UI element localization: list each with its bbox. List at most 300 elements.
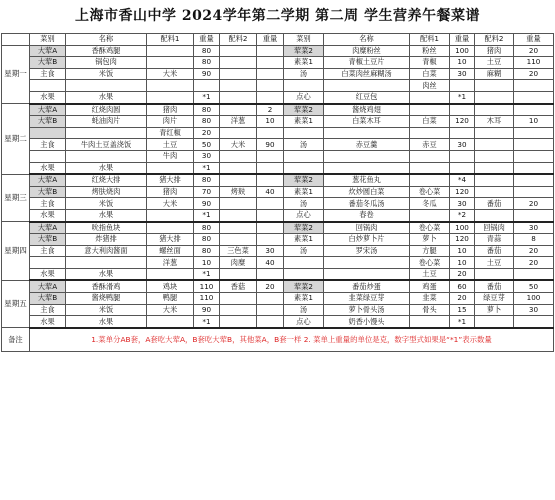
right-dish-name: 青椒土豆片: [324, 57, 410, 69]
left-category: 水果: [30, 316, 66, 328]
table-row: [2, 174, 554, 186]
table-row: [2, 186, 554, 198]
corner-cell: [2, 34, 30, 46]
left-weight1: 90: [194, 198, 220, 210]
left-ingredient1: [147, 91, 194, 103]
right-ingredient2: 土豆: [475, 257, 514, 269]
left-ingredient1: 鸡块: [147, 280, 194, 292]
table-row: [2, 91, 554, 103]
notes-text: 1.菜单分AB套，A套吃大荤A，B套吃大荤B，其他菜A，B套一样 2. 菜单上重量的单位是克，数字型式如果是“*1”表示数量: [30, 328, 554, 352]
left-category: 主食: [30, 68, 66, 80]
table-row: [2, 280, 554, 292]
right-dish-name: 番茄炒蛋: [324, 280, 410, 292]
table-row: [2, 198, 554, 210]
right-dish-name: [324, 80, 410, 92]
right-ingredient1: 卷心菜: [410, 186, 450, 198]
right-dish-name: 罗宋汤: [324, 245, 410, 257]
right-ingredient2: 麻糊: [475, 68, 514, 80]
right-category: 荤菜2: [284, 222, 324, 234]
right-ingredient2: [475, 91, 514, 103]
left-ingredient1: 猪肉: [147, 186, 194, 198]
right-ingredient1: 骨头: [410, 304, 450, 316]
table-row: [2, 162, 554, 174]
right-category: 荤菜2: [284, 45, 324, 57]
left-weight2: [257, 91, 284, 103]
right-weight2: 50: [514, 280, 554, 292]
left-ingredient1: 大米: [147, 198, 194, 210]
right-dish-name: 白炒萝卜片: [324, 234, 410, 246]
left-category: 大荤B: [30, 293, 66, 305]
left-category: 主食: [30, 304, 66, 316]
day-label: 星期二: [2, 104, 30, 175]
right-dish-name: [324, 150, 410, 162]
right-weight1: 15: [450, 304, 475, 316]
left-weight2: 10: [257, 116, 284, 128]
left-weight1: 80: [194, 245, 220, 257]
left-weight1: 110: [194, 293, 220, 305]
right-ingredient2: 番茄: [475, 198, 514, 210]
right-ingredient2: 回锅肉: [475, 222, 514, 234]
right-ingredient2: 青蒜: [475, 234, 514, 246]
left-weight2: 20: [257, 280, 284, 292]
left-ingredient1: 猪大排: [147, 234, 194, 246]
table-row: [2, 139, 554, 151]
left-weight2: [257, 57, 284, 69]
col-weight1-header: 重量: [194, 34, 220, 46]
right-ingredient1: 鸡蛋: [410, 280, 450, 292]
left-ingredient1: [147, 316, 194, 328]
right-ingredient2: 猪肉: [475, 45, 514, 57]
table-row: [2, 209, 554, 221]
left-weight2: 30: [257, 245, 284, 257]
right-weight1: 60: [450, 280, 475, 292]
left-weight1: 80: [194, 174, 220, 186]
right-ingredient2: 番茄: [475, 245, 514, 257]
table-row: [2, 304, 554, 316]
right-ingredient1: 韭菜: [410, 293, 450, 305]
right-dish-name: 肉糜粉丝: [324, 45, 410, 57]
right-weight2: [514, 316, 554, 328]
left-dish-name: 米饭: [66, 198, 147, 210]
right-category: 素菜1: [284, 57, 324, 69]
left-category: 大荤A: [30, 174, 66, 186]
right-category: 素菜1: [284, 116, 324, 128]
right-dish-name: 回锅肉: [324, 222, 410, 234]
right-dish-name: [324, 162, 410, 174]
left-weight2: 90: [257, 139, 284, 151]
left-category: 主食: [30, 139, 66, 151]
right-weight2: 100: [514, 293, 554, 305]
right-ingredient2: 番茄: [475, 280, 514, 292]
right-ingredient1: 白菜: [410, 116, 450, 128]
left-weight2: 40: [257, 257, 284, 269]
left-category: 水果: [30, 162, 66, 174]
col-ingredient2-header: 配料2: [220, 34, 257, 46]
right-weight1: 10: [450, 245, 475, 257]
right-ingredient1: 白菜: [410, 68, 450, 80]
col-ingredient2-header: 配料2: [475, 34, 514, 46]
left-dish-name: [66, 80, 147, 92]
page-title: 上海市香山中学 2024学年第二学期 第二周 学生营养午餐菜谱: [74, 8, 481, 24]
left-ingredient2: [220, 198, 257, 210]
left-category: 大荤A: [30, 280, 66, 292]
menu-table: [1, 33, 554, 352]
right-weight2: 20: [514, 198, 554, 210]
left-dish-name: 红烧大排: [66, 174, 147, 186]
left-dish-name: [66, 127, 147, 139]
left-ingredient2: [220, 104, 257, 116]
right-category: [284, 268, 324, 280]
day-label: 星期三: [2, 174, 30, 221]
notes-label: 备注: [2, 328, 30, 352]
right-weight2: 10: [514, 116, 554, 128]
left-category: 大荤B: [30, 116, 66, 128]
table-row: [2, 127, 554, 139]
right-dish-name: 番茄冬瓜汤: [324, 198, 410, 210]
left-dish-name: 水果: [66, 209, 147, 221]
left-weight2: [257, 127, 284, 139]
right-weight1: 100: [450, 222, 475, 234]
right-ingredient1: 冬瓜: [410, 198, 450, 210]
left-ingredient2: 烤麸: [220, 186, 257, 198]
table-row: [2, 104, 554, 116]
left-ingredient1: 螺丝面: [147, 245, 194, 257]
left-weight2: [257, 316, 284, 328]
right-weight1: [450, 150, 475, 162]
left-weight1: 80: [194, 234, 220, 246]
left-category: 大荤B: [30, 186, 66, 198]
col-category-header: 菜别: [30, 34, 66, 46]
left-ingredient2: [220, 234, 257, 246]
right-category: 点心: [284, 91, 324, 103]
right-category: 素菜1: [284, 293, 324, 305]
left-weight1: *1: [194, 91, 220, 103]
right-category: 素菜1: [284, 234, 324, 246]
left-category: [30, 150, 66, 162]
table-row: [2, 316, 554, 328]
left-weight2: [257, 174, 284, 186]
right-weight1: *2: [450, 209, 475, 221]
right-weight2: [514, 209, 554, 221]
right-weight2: [514, 162, 554, 174]
day-label: 星期四: [2, 222, 30, 281]
left-weight1: 80: [194, 45, 220, 57]
notes-row: [2, 328, 554, 352]
left-category: [30, 127, 66, 139]
table-row: [2, 257, 554, 269]
right-ingredient1: 方腿: [410, 245, 450, 257]
right-dish-name: 酱烧鸡翅: [324, 104, 410, 116]
left-dish-name: 米饭: [66, 304, 147, 316]
right-dish-name: [324, 127, 410, 139]
right-weight1: 30: [450, 198, 475, 210]
right-ingredient1: 土豆: [410, 268, 450, 280]
left-ingredient1: 青红椒: [147, 127, 194, 139]
left-dish-name: 蚝油肉片: [66, 116, 147, 128]
right-category: 点心: [284, 209, 324, 221]
right-dish-name: 白菜肉丝麻糊汤: [324, 68, 410, 80]
col-dish-header: 名称: [324, 34, 410, 46]
header-row: [2, 34, 554, 46]
left-weight2: [257, 45, 284, 57]
left-weight1: 50: [194, 139, 220, 151]
right-dish-name: 奶香小馒头: [324, 316, 410, 328]
table-row: [2, 116, 554, 128]
right-ingredient1: 粉丝: [410, 45, 450, 57]
right-dish-name: 葱花鱼丸: [324, 174, 410, 186]
right-weight1: [450, 162, 475, 174]
left-ingredient2: [220, 174, 257, 186]
left-weight2: [257, 222, 284, 234]
right-ingredient2: [475, 316, 514, 328]
left-weight1: 70: [194, 186, 220, 198]
right-category: 汤: [284, 68, 324, 80]
table-row: [2, 45, 554, 57]
right-category: [284, 80, 324, 92]
left-dish-name: 米饭: [66, 68, 147, 80]
left-weight1: 90: [194, 304, 220, 316]
left-ingredient1: 大米: [147, 304, 194, 316]
left-ingredient2: [220, 127, 257, 139]
left-dish-name: 烤肤烧肉: [66, 186, 147, 198]
left-weight1: 20: [194, 127, 220, 139]
right-weight1: [450, 104, 475, 116]
right-ingredient2: [475, 80, 514, 92]
table-row: [2, 234, 554, 246]
right-weight1: [450, 80, 475, 92]
right-weight1: *4: [450, 174, 475, 186]
left-category: 水果: [30, 268, 66, 280]
left-ingredient2: [220, 209, 257, 221]
left-dish-name: 水果: [66, 162, 147, 174]
left-ingredient2: [220, 268, 257, 280]
right-category: 汤: [284, 198, 324, 210]
right-ingredient1: 青椒: [410, 57, 450, 69]
left-category: 水果: [30, 91, 66, 103]
left-ingredient2: [220, 222, 257, 234]
right-weight1: 10: [450, 257, 475, 269]
right-ingredient1: 肉丝: [410, 80, 450, 92]
left-weight1: *1: [194, 316, 220, 328]
right-dish-name: 炊炒圆白菜: [324, 186, 410, 198]
left-ingredient1: [147, 45, 194, 57]
right-weight2: 20: [514, 245, 554, 257]
table-row: [2, 57, 554, 69]
col-ingredient1-header: 配料1: [147, 34, 194, 46]
right-ingredient2: [475, 186, 514, 198]
left-ingredient1: 猪肉: [147, 104, 194, 116]
right-ingredient1: 卷心菜: [410, 257, 450, 269]
left-weight1: *1: [194, 162, 220, 174]
right-weight2: [514, 139, 554, 151]
left-ingredient1: [147, 222, 194, 234]
left-ingredient1: 土豆: [147, 139, 194, 151]
right-category: 点心: [284, 316, 324, 328]
right-ingredient2: [475, 150, 514, 162]
col-weight2-header: 重量: [257, 34, 284, 46]
right-weight2: 110: [514, 57, 554, 69]
right-category: 荤菜2: [284, 280, 324, 292]
right-ingredient2: [475, 104, 514, 116]
left-weight1: 10: [194, 257, 220, 269]
left-category: [30, 80, 66, 92]
left-weight2: 40: [257, 186, 284, 198]
right-dish-name: 白菜木耳: [324, 116, 410, 128]
right-weight2: [514, 80, 554, 92]
right-weight2: [514, 268, 554, 280]
right-ingredient2: [475, 174, 514, 186]
left-weight2: [257, 268, 284, 280]
left-weight2: [257, 198, 284, 210]
left-weight1: [194, 80, 220, 92]
left-category: 大荤A: [30, 222, 66, 234]
right-dish-name: 春卷: [324, 209, 410, 221]
col-category-header: 菜别: [284, 34, 324, 46]
right-weight2: 20: [514, 257, 554, 269]
left-weight2: [257, 68, 284, 80]
menu-body: [2, 34, 554, 352]
left-dish-name: 水果: [66, 268, 147, 280]
right-weight2: [514, 174, 554, 186]
left-ingredient1: 鸭腿: [147, 293, 194, 305]
left-ingredient2: [220, 57, 257, 69]
left-weight2: 2: [257, 104, 284, 116]
left-weight2: [257, 150, 284, 162]
table-row: [2, 68, 554, 80]
left-category: 大荤A: [30, 104, 66, 116]
left-dish-name: 红烧肉圆: [66, 104, 147, 116]
day-label: 星期五: [2, 280, 30, 327]
right-dish-name: [324, 268, 410, 280]
left-ingredient2: [220, 68, 257, 80]
left-dish-name: 水果: [66, 316, 147, 328]
left-weight2: [257, 80, 284, 92]
right-weight2: 30: [514, 304, 554, 316]
right-ingredient1: [410, 104, 450, 116]
right-weight1: 30: [450, 68, 475, 80]
right-ingredient1: [410, 209, 450, 221]
left-dish-name: 酱烧鸭腿: [66, 293, 147, 305]
right-weight1: 120: [450, 234, 475, 246]
left-ingredient1: [147, 162, 194, 174]
left-weight1: 80: [194, 222, 220, 234]
right-ingredient1: 赤豆: [410, 139, 450, 151]
left-category: 大荤B: [30, 234, 66, 246]
left-weight2: [257, 209, 284, 221]
right-category: 汤: [284, 139, 324, 151]
right-category: [284, 162, 324, 174]
left-dish-name: 香酥鸡腿: [66, 45, 147, 57]
right-weight1: 120: [450, 186, 475, 198]
right-weight2: 20: [514, 45, 554, 57]
left-ingredient2: 大米: [220, 139, 257, 151]
left-category: [30, 257, 66, 269]
right-ingredient2: [475, 162, 514, 174]
right-ingredient1: [410, 174, 450, 186]
left-weight2: [257, 234, 284, 246]
day-label: 星期一: [2, 45, 30, 103]
left-dish-name: 牛肉土豆盖浇饭: [66, 139, 147, 151]
left-dish-name: 吮指鱼块: [66, 222, 147, 234]
right-weight1: 20: [450, 268, 475, 280]
right-dish-name: 赤豆羹: [324, 139, 410, 151]
left-weight1: 80: [194, 116, 220, 128]
right-weight2: [514, 186, 554, 198]
right-category: 素菜1: [284, 186, 324, 198]
right-ingredient2: [475, 268, 514, 280]
left-category: 主食: [30, 198, 66, 210]
left-category: 大荤B: [30, 57, 66, 69]
col-ingredient1-header: 配料1: [410, 34, 450, 46]
left-ingredient2: [220, 293, 257, 305]
left-category: 水果: [30, 209, 66, 221]
left-ingredient2: [220, 80, 257, 92]
right-ingredient1: [410, 127, 450, 139]
left-weight1: 80: [194, 57, 220, 69]
right-weight1: 10: [450, 57, 475, 69]
left-ingredient2: 三色菜: [220, 245, 257, 257]
right-ingredient2: 绿豆芽: [475, 293, 514, 305]
left-ingredient2: [220, 316, 257, 328]
left-ingredient1: 肉片: [147, 116, 194, 128]
right-weight1: [450, 127, 475, 139]
left-weight2: [257, 293, 284, 305]
col-weight1-header: 重量: [450, 34, 475, 46]
right-weight1: *1: [450, 91, 475, 103]
right-ingredient1: [410, 316, 450, 328]
left-dish-name: [66, 257, 147, 269]
left-weight1: *1: [194, 268, 220, 280]
left-category: 大荤A: [30, 45, 66, 57]
left-ingredient2: 肉糜: [220, 257, 257, 269]
left-ingredient2: [220, 304, 257, 316]
right-category: 汤: [284, 304, 324, 316]
left-ingredient1: [147, 57, 194, 69]
right-category: 荤菜2: [284, 174, 324, 186]
right-ingredient2: 萝卜: [475, 304, 514, 316]
right-ingredient2: [475, 139, 514, 151]
left-weight1: 30: [194, 150, 220, 162]
right-weight1: 100: [450, 45, 475, 57]
left-ingredient1: 洋葱: [147, 257, 194, 269]
left-weight1: 90: [194, 68, 220, 80]
left-weight1: 110: [194, 280, 220, 292]
right-dish-name: 韭菜绿豆芽: [324, 293, 410, 305]
left-ingredient1: [147, 80, 194, 92]
left-ingredient2: [220, 45, 257, 57]
right-weight2: [514, 91, 554, 103]
right-weight1: *1: [450, 316, 475, 328]
left-ingredient1: 牛肉: [147, 150, 194, 162]
table-row: [2, 245, 554, 257]
left-weight1: *1: [194, 209, 220, 221]
left-ingredient1: 猪大排: [147, 174, 194, 186]
right-weight2: 30: [514, 222, 554, 234]
right-ingredient1: [410, 150, 450, 162]
right-ingredient2: 木耳: [475, 116, 514, 128]
right-dish-name: 萝卜骨头汤: [324, 304, 410, 316]
right-ingredient1: 卷心菜: [410, 222, 450, 234]
left-ingredient1: [147, 209, 194, 221]
left-ingredient2: [220, 162, 257, 174]
left-category: 主食: [30, 245, 66, 257]
right-dish-name: [324, 257, 410, 269]
table-row: [2, 268, 554, 280]
left-weight1: 80: [194, 104, 220, 116]
left-ingredient1: 大米: [147, 68, 194, 80]
table-row: [2, 222, 554, 234]
right-category: [284, 127, 324, 139]
